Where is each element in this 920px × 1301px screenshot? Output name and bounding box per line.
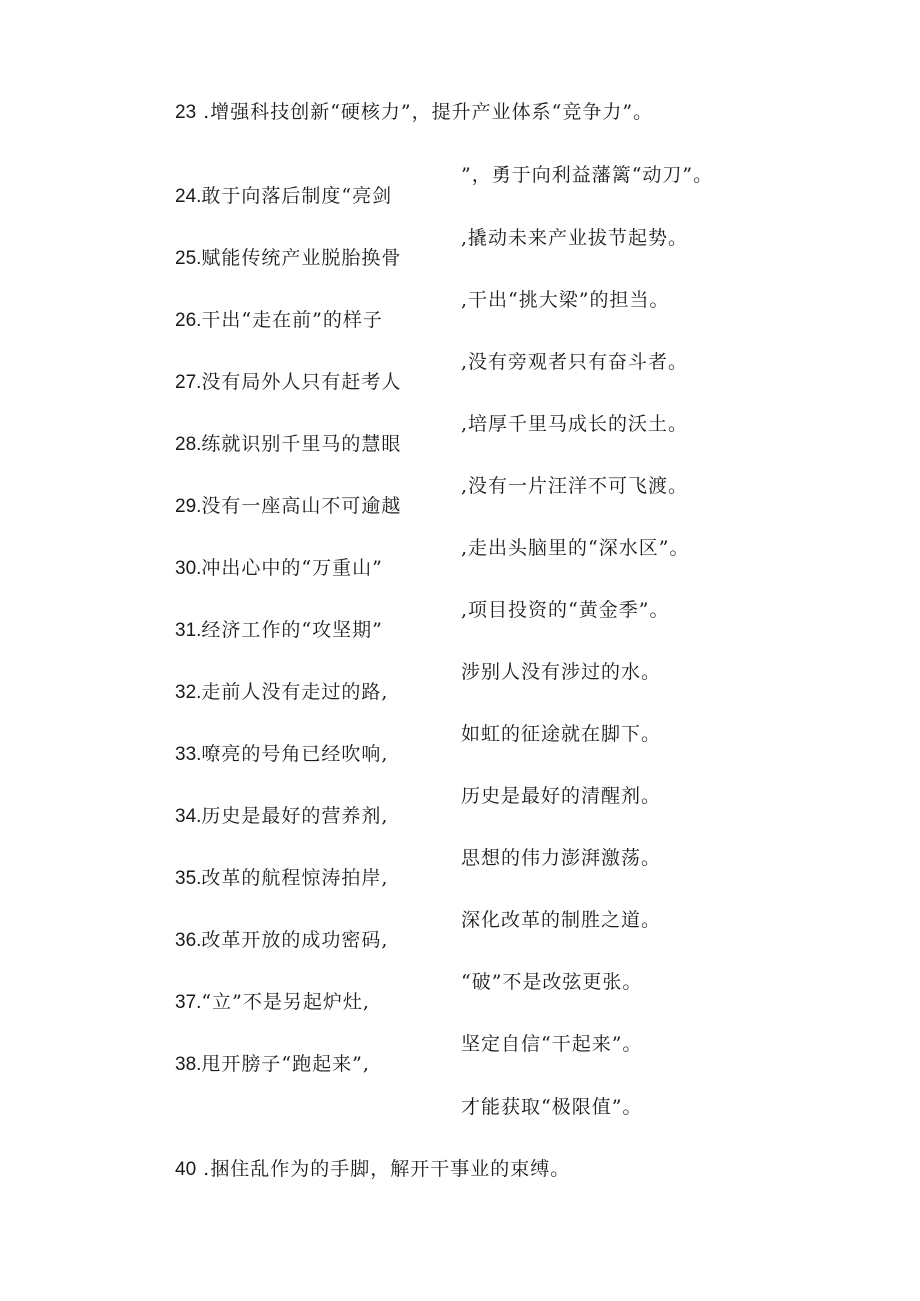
line-number: 25. (175, 248, 202, 269)
line-text: 历史是最好的清醒剂。 (461, 785, 662, 807)
line-34 (175, 804, 388, 829)
line-text: “破”不是改弦更张。 (461, 971, 643, 993)
line-25-continuation (461, 226, 688, 250)
line-text: 才能获取“极限值”。 (461, 1096, 643, 1118)
line-31 (175, 618, 383, 643)
line-text: ,撬动未来产业拔节起势。 (461, 227, 689, 249)
line-24-continuation (461, 163, 713, 187)
line-number: 28. (175, 434, 202, 455)
line-33 (175, 742, 388, 767)
line-text: ,干出“挑大梁”的担当。 (461, 289, 670, 311)
line-30 (175, 556, 383, 581)
line-text: 没有一座高山不可逾越 (201, 495, 402, 517)
line-number: 30. (175, 558, 202, 579)
line-number: 35. (175, 868, 202, 889)
line-37 (175, 990, 370, 1015)
line-text: 深化改革的制胜之道。 (461, 909, 662, 931)
line-27-continuation (461, 350, 688, 374)
line-34-continuation (461, 784, 661, 808)
line-36 (175, 928, 388, 953)
line-28 (175, 432, 401, 457)
line-text: 改革的航程惊涛拍岸, (201, 867, 389, 889)
line-number: 33. (175, 744, 202, 765)
line-number: 26. (175, 310, 202, 331)
line-text: 干出“走在前”的样子 (201, 309, 383, 331)
line-text: 没有局外人只有赶考人 (201, 371, 402, 393)
line-29-continuation (461, 474, 688, 498)
line-text: 历史是最好的营养剂, (201, 805, 389, 827)
line-32-continuation (461, 660, 661, 684)
line-35-continuation (461, 846, 661, 870)
line-text: 改革开放的成功密码, (201, 929, 389, 951)
line-number: 40 (175, 1159, 197, 1180)
line-26-continuation (461, 288, 669, 312)
line-text: 敢于向落后制度“亮剑 (201, 185, 393, 207)
line-text: ,没有旁观者只有奋斗者。 (461, 351, 689, 373)
line-29 (175, 494, 401, 519)
line-number: 29. (175, 496, 202, 517)
line-text: 赋能传统产业脱胎换骨 (201, 247, 402, 269)
line-text: 冲出心中的“万重山” (201, 557, 383, 579)
line-number: 27. (175, 372, 202, 393)
line-38 (175, 1052, 370, 1077)
line-26 (175, 308, 383, 333)
line-number: 32. (175, 682, 202, 703)
line-text: ,没有一片汪洋不可飞渡。 (461, 475, 689, 497)
line-28-continuation (461, 412, 688, 436)
line-text: 如虹的征途就在脚下。 (461, 723, 662, 745)
line-36-continuation (461, 908, 661, 932)
line-text: 涉别人没有涉过的水。 (461, 661, 662, 683)
line-number: 24. (175, 186, 202, 207)
line-text: ”，勇于向利益藩篱“动刀”。 (461, 164, 714, 186)
line-text: 练就识别千里马的慧眼 (201, 433, 402, 455)
line-24 (175, 184, 392, 209)
line-25 (175, 246, 401, 271)
line-number: 38. (175, 1054, 202, 1075)
line-number: 23 (175, 102, 197, 123)
line-number: 31. (175, 620, 202, 641)
line-text: “立”不是另起炉灶, (201, 991, 370, 1013)
line-text: 嘹亮的号角已经吹响, (201, 743, 389, 765)
line-number: 36. (175, 930, 202, 951)
line-text: .增强科技创新“硬核力”，提升产业体系“竞争力”。 (196, 101, 654, 123)
line-text: ,项目投资的“黄金季”。 (461, 599, 670, 621)
line-text: .捆住乱作为的手脚，解开干事业的束缚。 (196, 1158, 571, 1180)
line-40 (175, 1157, 570, 1182)
line-31-continuation (461, 598, 669, 622)
line-39-continuation (461, 1095, 642, 1119)
line-38-continuation (461, 1032, 642, 1056)
line-text: 经济工作的“攻坚期” (201, 619, 383, 641)
line-30-continuation (461, 536, 689, 560)
line-32 (175, 680, 388, 705)
line-37-continuation (461, 970, 642, 994)
line-27 (175, 370, 401, 395)
line-text: ,培厚千里马成长的沃土。 (461, 413, 689, 435)
line-23 (175, 100, 653, 125)
line-number: 37. (175, 992, 202, 1013)
line-text: 思想的伟力澎湃激荡。 (461, 847, 662, 869)
line-number: 34. (175, 806, 202, 827)
line-text: ,走出头脑里的“深水区”。 (461, 537, 690, 559)
line-33-continuation (461, 722, 661, 746)
line-text: 坚定自信“干起来”。 (461, 1033, 643, 1055)
line-text: 走前人没有走过的路, (201, 681, 389, 703)
line-35 (175, 866, 388, 891)
line-text: 甩开膀子“跑起来”, (201, 1053, 370, 1075)
